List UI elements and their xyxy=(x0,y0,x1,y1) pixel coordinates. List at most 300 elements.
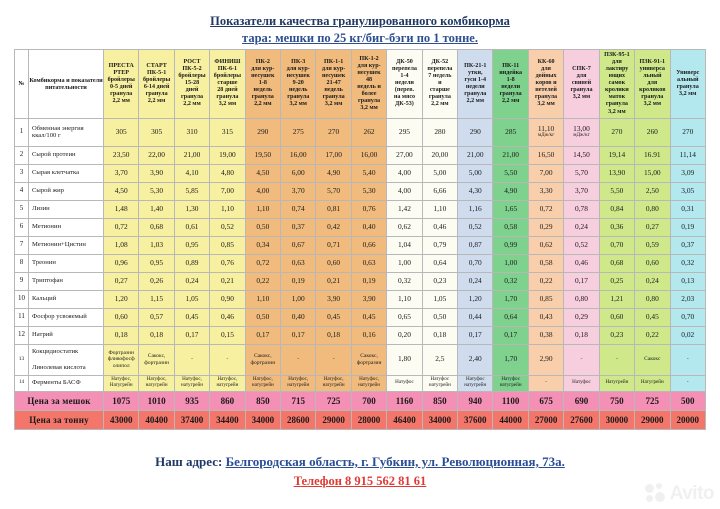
cell-pk211: 0,52 xyxy=(458,218,493,236)
header-line: кролики xyxy=(604,87,629,94)
price-row-label: Цена за мешок xyxy=(15,391,104,410)
header-line: гранула xyxy=(322,94,345,101)
title-line-1: Показатели качества гранулированного комбикорма xyxy=(210,14,510,28)
header-line: маток xyxy=(608,94,626,101)
row-label-line-2: Линолевая кислота xyxy=(32,363,86,371)
header-line: СПК-7 xyxy=(572,66,591,73)
cell-spk7: 0,46 xyxy=(564,254,599,272)
header-line: 3,2 мм xyxy=(643,101,662,108)
header-line: бройлеры xyxy=(213,73,242,80)
price-cell-prestarter: 43000 xyxy=(104,410,139,429)
cell-pzk911: 0,80 xyxy=(635,200,670,218)
cell-pk11: 0,42 xyxy=(316,218,351,236)
cell-pk3: 6,00 xyxy=(281,164,316,182)
cell-rost-pk52: 310 xyxy=(174,118,209,146)
header-cell-dk52 xyxy=(422,50,457,119)
header-line: и xyxy=(438,80,442,87)
cell-pzk951: 13,90 xyxy=(599,164,634,182)
cell-prestarter: 1,20 xyxy=(104,290,139,308)
table-row xyxy=(15,290,706,308)
cell-pk3: 3,70 xyxy=(281,182,316,200)
cell-universal: 0,31 xyxy=(670,200,706,218)
header-line: бройлеры xyxy=(107,76,135,83)
cell-pk2: 0,34 xyxy=(245,236,280,254)
header-cell-rost-pk52 xyxy=(174,50,209,119)
header-cell-start-pk51 xyxy=(139,50,174,119)
cell-pzk951: 0,36 xyxy=(599,218,634,236)
cell-pk11-ind: 0,99 xyxy=(493,236,528,254)
cell-pzk911: 0,45 xyxy=(635,308,670,326)
row-label xyxy=(29,375,104,391)
header-line: гранула xyxy=(605,101,628,108)
header-line: КК-60 xyxy=(537,59,555,66)
feed-quality-table-wrap xyxy=(14,49,706,430)
cell-dk50: 1,10 xyxy=(387,290,422,308)
cell-dk50: 1,04 xyxy=(387,236,422,254)
cell-pzk911: 0,59 xyxy=(635,236,670,254)
cell-pk11-ind: Натуфос натугрейн xyxy=(493,375,528,391)
price-row-label: Цена за тонну xyxy=(15,410,104,429)
row-label-line: Обменная энергия ккал/100 г xyxy=(32,124,84,140)
cell-dk50: 0,62 xyxy=(387,218,422,236)
cell-pk12: 0,76 xyxy=(351,200,386,218)
cell-kk60: 0,22 xyxy=(528,272,563,290)
cell-pk211: 21,00 xyxy=(458,146,493,164)
cell-rost-pk52: 1,05 xyxy=(174,290,209,308)
header-line: гранула xyxy=(287,94,310,101)
row-label xyxy=(29,326,104,344)
cell-pk11: Натуфос, натугрейн xyxy=(316,375,351,391)
cell-pk12: 16,00 xyxy=(351,146,386,164)
cell-pk12: Сакокс, фортразин xyxy=(351,344,386,375)
cell-pk11-ind: 1,65 xyxy=(493,200,528,218)
row-label-line: Сырой жир xyxy=(32,187,64,195)
cell-dk50: 0,65 xyxy=(387,308,422,326)
cell-rost-pk52: 1,30 xyxy=(174,200,209,218)
cell-pk2: Натуфос, натугрейн xyxy=(245,375,280,391)
cell-universal: 0,19 xyxy=(670,218,706,236)
header-line: ПК-5-1 xyxy=(146,69,167,76)
cell-dk50: 27,00 xyxy=(387,146,422,164)
header-line: ПК-5-2 xyxy=(182,66,202,73)
header-line: старше xyxy=(217,80,238,87)
cell-spk7: 0,80 xyxy=(564,290,599,308)
header-line: гранула xyxy=(180,94,204,101)
price-cell-universal: 20000 xyxy=(670,410,706,429)
header-line: для xyxy=(541,66,551,73)
cell-rost-pk52: 21,00 xyxy=(174,146,209,164)
cell-pk11: - xyxy=(316,344,351,375)
cell-spk7: 0,78 xyxy=(564,200,599,218)
header-line: более xyxy=(361,90,377,97)
cell-pzk951: - xyxy=(599,344,634,375)
cell-finish-pk61: 0,21 xyxy=(210,272,245,290)
cell-start-pk51: 1,15 xyxy=(139,290,174,308)
phone-text[interactable]: Телефон 8 915 562 81 61 xyxy=(293,474,427,488)
price-row xyxy=(15,410,706,429)
header-line: 2,2 мм xyxy=(147,97,166,104)
cell-pk2: 4,50 xyxy=(245,164,280,182)
cell-start-pk51: 5,30 xyxy=(139,182,174,200)
cell-pk211: Натуфос натугрейн xyxy=(458,375,493,391)
cell-dk52: 280 xyxy=(422,118,457,146)
cell-pk2: 1,10 xyxy=(245,290,280,308)
header-line: недель xyxy=(324,87,343,94)
cell-start-pk51: 22,00 xyxy=(139,146,174,164)
contact-footer xyxy=(0,452,720,491)
cell-universal: 0,13 xyxy=(670,272,706,290)
price-cell-spk7: 690 xyxy=(564,391,599,410)
cell-kk60: 0,85 xyxy=(528,290,563,308)
cell-pk12: 0,19 xyxy=(351,272,386,290)
cell-pk11: 0,45 xyxy=(316,308,351,326)
cell-kk60: - xyxy=(528,375,563,391)
cell-pk11-ind: 0,32 xyxy=(493,272,528,290)
cell-pk2: Сакокс, фортразин xyxy=(245,344,280,375)
header-line: ФИНИШ xyxy=(214,59,241,66)
header-line: 3,2 мм xyxy=(537,101,555,108)
header-line: для xyxy=(576,73,587,80)
header-line: ПЗК-95-1 xyxy=(604,52,630,58)
header-line: гранула xyxy=(251,94,274,101)
header-line: недели xyxy=(465,83,485,90)
cell-finish-pk61: 7,00 xyxy=(210,182,245,200)
cell-pk11-ind: 1,00 xyxy=(493,254,528,272)
cell-kk60: 0,62 xyxy=(528,236,563,254)
cell-start-pk51: 305 xyxy=(139,118,174,146)
price-cell-pk2: 850 xyxy=(245,391,280,410)
header-line: недели xyxy=(395,80,414,87)
header-cell-finish-pk61 xyxy=(210,50,245,119)
cell-pk3: 0,37 xyxy=(281,218,316,236)
cell-pk2: 0,50 xyxy=(245,218,280,236)
header-line: гранула xyxy=(499,90,522,97)
cell-dk50: 0,32 xyxy=(387,272,422,290)
cell-prestarter: 0,96 xyxy=(104,254,139,272)
price-cell-pk211: 940 xyxy=(458,391,493,410)
cell-pk2: 19,50 xyxy=(245,146,280,164)
cell-prestarter: 0,27 xyxy=(104,272,139,290)
price-cell-pzk951: 30000 xyxy=(599,410,634,429)
row-label-line: Сырой протеин xyxy=(32,151,76,159)
header-line: несушек xyxy=(286,73,310,80)
header-line: 3,2 мм xyxy=(289,101,307,108)
price-cell-kk60: 27000 xyxy=(528,410,563,429)
cell-value: 13,00 xyxy=(573,124,590,134)
cell-start-pk51: 0,26 xyxy=(139,272,174,290)
cell-kk60: 0,38 xyxy=(528,326,563,344)
row-label-line: Натрий xyxy=(32,331,53,339)
cell-dk50: 1,42 xyxy=(387,200,422,218)
price-cell-pk12: 700 xyxy=(351,391,386,410)
row-label-line: Лизин xyxy=(32,205,50,213)
cell-rost-pk52: 5,85 xyxy=(174,182,209,200)
cell-pk2: 0,22 xyxy=(245,272,280,290)
header-cell-pzk911 xyxy=(635,50,670,119)
price-cell-prestarter: 1075 xyxy=(104,391,139,410)
table-header-row xyxy=(15,50,706,119)
table-row xyxy=(15,272,706,290)
cell-prestarter: Натуфос, Натугрейн xyxy=(104,375,139,391)
cell-dk52: 0,46 xyxy=(422,218,457,236)
cell-prestarter: 1,08 xyxy=(104,236,139,254)
price-cell-pk2: 34000 xyxy=(245,410,280,429)
feed-quality-table xyxy=(14,49,706,430)
header-line: ПК-2 xyxy=(255,59,270,66)
header-cell-universal xyxy=(670,50,706,119)
cell-dk50: 4,00 xyxy=(387,164,422,182)
cell-pk11: 0,60 xyxy=(316,254,351,272)
cell-start-pk51: 0,57 xyxy=(139,308,174,326)
header-line: недель и xyxy=(357,83,381,90)
cell-pk211: 5,00 xyxy=(458,164,493,182)
header-line: недель xyxy=(288,87,308,94)
header-line: 28 дней xyxy=(217,87,238,94)
header-line: ПРЕСТА xyxy=(108,62,134,69)
cell-universal: - xyxy=(670,375,706,391)
cell-spk7: Натуфос xyxy=(564,375,599,391)
cell-spk7: 3,70 xyxy=(564,182,599,200)
header-cell-name: Комбикорма и показатели питательности xyxy=(29,50,104,119)
header-line: недели xyxy=(501,83,521,90)
cell-pk11: 0,71 xyxy=(316,236,351,254)
header-line: коров и xyxy=(535,80,557,87)
row-label-line: Треонин xyxy=(32,259,56,267)
cell-pzk911: 0,27 xyxy=(635,218,670,236)
cell-rost-pk52: 0,45 xyxy=(174,308,209,326)
header-cell-pk11-ind xyxy=(493,50,528,119)
header-cell-pzk951 xyxy=(599,50,634,119)
row-number: 8 xyxy=(15,254,29,272)
cell-universal: 0,32 xyxy=(670,254,706,272)
cell-pk11-ind: 1,70 xyxy=(493,290,528,308)
cell-kk60: 0,43 xyxy=(528,308,563,326)
header-line: свиней xyxy=(571,80,592,87)
cell-kk60: 16,50 xyxy=(528,146,563,164)
cell-dk52: 0,79 xyxy=(422,236,457,254)
row-label-line: Кальций xyxy=(32,295,57,303)
header-line: 0-5 дней xyxy=(109,83,133,90)
header-line: нетелей xyxy=(535,87,557,94)
header-line: альный xyxy=(676,76,699,83)
cell-kk60 xyxy=(528,118,563,146)
cell-prestarter: 0,18 xyxy=(104,326,139,344)
header-line: 2,2 мм xyxy=(112,97,130,104)
cell-pzk911: Натугрейн xyxy=(635,375,670,391)
row-label xyxy=(29,272,104,290)
page-title xyxy=(0,13,720,47)
price-cell-pk11-ind: 1100 xyxy=(493,391,528,410)
cell-dk52: 0,18 xyxy=(422,326,457,344)
cell-pk211: 0,44 xyxy=(458,308,493,326)
header-line: ПК-6-1 xyxy=(217,66,238,73)
cell-pk12: 0,66 xyxy=(351,236,386,254)
cell-start-pk51: 0,95 xyxy=(139,254,174,272)
header-line: несушек xyxy=(357,69,381,76)
header-cell-pk11 xyxy=(316,50,351,119)
cell-kk60: 0,58 xyxy=(528,254,563,272)
avito-logo-icon xyxy=(645,483,667,505)
cell-pk3: 0,17 xyxy=(281,326,316,344)
header-line: 6-14 дней xyxy=(143,83,170,90)
cell-pk211: 1,16 xyxy=(458,200,493,218)
header-cell-kk60 xyxy=(528,50,563,119)
cell-pzk951: 5,50 xyxy=(599,182,634,200)
row-label xyxy=(29,146,104,164)
row-number: 12 xyxy=(15,326,29,344)
cell-pk11: 0,18 xyxy=(316,326,351,344)
price-cell-pk3: 715 xyxy=(281,391,316,410)
cell-dk50: 4,00 xyxy=(387,182,422,200)
header-line: льный xyxy=(643,73,662,80)
header-line: гранула xyxy=(216,94,239,101)
price-cell-dk52: 850 xyxy=(422,391,457,410)
cell-kk60: 0,72 xyxy=(528,200,563,218)
cell-pk11: 4,90 xyxy=(316,164,351,182)
cell-unit: мДж/кг xyxy=(573,132,590,139)
cell-dk52: 0,64 xyxy=(422,254,457,272)
header-line: 2,2 мм xyxy=(254,101,272,108)
cell-dk50: 0,20 xyxy=(387,326,422,344)
cell-universal: 3,05 xyxy=(670,182,706,200)
header-line: гранула xyxy=(641,94,664,101)
cell-pk211: 1,20 xyxy=(458,290,493,308)
header-line: несушек xyxy=(321,73,346,80)
cell-pk11-ind: 1,70 xyxy=(493,344,528,375)
price-cell-finish-pk61: 34400 xyxy=(210,410,245,429)
cell-spk7: 14,50 xyxy=(564,146,599,164)
cell-pk11: 3,90 xyxy=(316,290,351,308)
row-label xyxy=(29,218,104,236)
cell-universal: 3,09 xyxy=(670,164,706,182)
table-row xyxy=(15,344,706,375)
cell-pk211: 0,17 xyxy=(458,326,493,344)
header-line: самок xyxy=(608,80,626,87)
table-row xyxy=(15,236,706,254)
cell-value: 11,10 xyxy=(537,124,555,134)
cell-rost-pk52: 0,24 xyxy=(174,272,209,290)
cell-pk12: 5,40 xyxy=(351,164,386,182)
header-line: гуси 1-4 xyxy=(464,76,487,83)
header-line: Универс xyxy=(676,69,700,76)
header-line: 2,2 мм xyxy=(466,97,484,104)
row-label xyxy=(29,182,104,200)
price-cell-start-pk51: 40400 xyxy=(139,410,174,429)
cell-dk52: Натуфос натугрейн xyxy=(422,375,457,391)
price-cell-pk11: 29000 xyxy=(316,410,351,429)
cell-pzk951: 0,84 xyxy=(599,200,634,218)
cell-pk3: 0,40 xyxy=(281,308,316,326)
cell-finish-pk61: 1,10 xyxy=(210,200,245,218)
row-number: 5 xyxy=(15,200,29,218)
table-row xyxy=(15,308,706,326)
cell-universal: 270 xyxy=(670,118,706,146)
cell-spk7: 0,29 xyxy=(564,308,599,326)
header-line: лактиру xyxy=(605,66,629,73)
cell-pzk911: Сакокс xyxy=(635,344,670,375)
cell-pzk951: 19,14 xyxy=(599,146,634,164)
cell-pk211: 0,70 xyxy=(458,254,493,272)
header-line: 48 xyxy=(366,76,373,83)
header-line: 3,2 мм xyxy=(608,108,626,115)
cell-finish-pk61: 0,46 xyxy=(210,308,245,326)
header-line: 3,2 мм xyxy=(218,101,237,108)
row-number: 7 xyxy=(15,236,29,254)
cell-pzk911: 0,22 xyxy=(635,326,670,344)
price-cell-pzk951: 750 xyxy=(599,391,634,410)
cell-pk211: 4,30 xyxy=(458,182,493,200)
cell-dk52: 0,23 xyxy=(422,272,457,290)
cell-prestarter: Фортразин фливофосф олипол xyxy=(104,344,139,375)
row-label xyxy=(29,236,104,254)
cell-pk2: 0,17 xyxy=(245,326,280,344)
cell-pk3: Натуфос, натугрейн xyxy=(281,375,316,391)
row-number: 2 xyxy=(15,146,29,164)
cell-dk50: 1,00 xyxy=(387,254,422,272)
cell-prestarter: 23,50 xyxy=(104,146,139,164)
cell-finish-pk61: 315 xyxy=(210,118,245,146)
table-row xyxy=(15,375,706,391)
cell-pk211: 0,24 xyxy=(458,272,493,290)
cell-pzk911: 15,00 xyxy=(635,164,670,182)
cell-rost-pk52: Натуфос, натугрейн xyxy=(174,375,209,391)
header-line: бройлеры xyxy=(178,73,206,80)
cell-pzk951: 0,68 xyxy=(599,254,634,272)
cell-universal: 0,70 xyxy=(670,308,706,326)
cell-pk12: 0,63 xyxy=(351,254,386,272)
cell-dk52: 1,05 xyxy=(422,290,457,308)
row-label-line: Метионин xyxy=(32,223,61,231)
row-number: 3 xyxy=(15,164,29,182)
cell-rost-pk52: - xyxy=(174,344,209,375)
header-line: гранула xyxy=(570,87,593,94)
price-cell-finish-pk61: 860 xyxy=(210,391,245,410)
price-cell-rost-pk52: 935 xyxy=(174,391,209,410)
header-line: ДК-52 xyxy=(431,59,449,66)
row-number: 6 xyxy=(15,218,29,236)
cell-pk12: 0,40 xyxy=(351,218,386,236)
cell-pzk911: 260 xyxy=(635,118,670,146)
cell-start-pk51: 0,68 xyxy=(139,218,174,236)
price-cell-pk3: 28600 xyxy=(281,410,316,429)
header-line: ПЗК-91-1 xyxy=(639,59,666,66)
header-cell-dk50 xyxy=(387,50,422,119)
row-number: 9 xyxy=(15,272,29,290)
cell-pzk911: 0,60 xyxy=(635,254,670,272)
cell-pk11-ind: 0,58 xyxy=(493,218,528,236)
price-row xyxy=(15,391,706,410)
cell-dk50: Натуфос xyxy=(387,375,422,391)
header-line: ющих xyxy=(608,73,626,80)
cell-rost-pk52: 0,61 xyxy=(174,218,209,236)
cell-pzk911: 0,80 xyxy=(635,290,670,308)
cell-pk211: 2,40 xyxy=(458,344,493,375)
header-line: 21-47 xyxy=(326,80,341,87)
cell-dk52: 2,5 xyxy=(422,344,457,375)
cell-universal: 2,03 xyxy=(670,290,706,308)
cell-universal: - xyxy=(670,344,706,375)
cell-pzk911: 0,24 xyxy=(635,272,670,290)
cell-pk3: 0,19 xyxy=(281,272,316,290)
header-line: старше xyxy=(429,87,450,94)
price-cell-dk52: 34000 xyxy=(422,410,457,429)
header-line: для кур- xyxy=(357,62,381,69)
cell-kk60: 3,30 xyxy=(528,182,563,200)
cell-pk12: 262 xyxy=(351,118,386,146)
cell-rost-pk52: 0,95 xyxy=(174,236,209,254)
price-cell-pzk911: 725 xyxy=(635,391,670,410)
cell-finish-pk61: 0,15 xyxy=(210,326,245,344)
